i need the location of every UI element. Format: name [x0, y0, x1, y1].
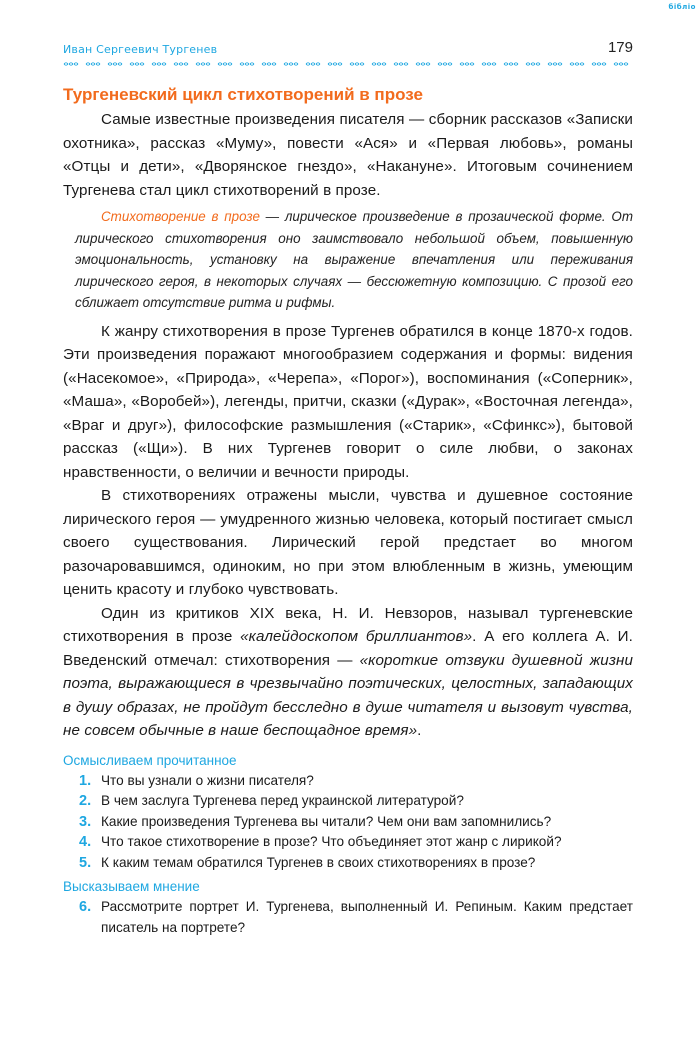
question-item [79, 853, 633, 874]
question-text: Что вы узнали о жизни писателя? [101, 772, 314, 788]
question-item [79, 832, 633, 853]
corner-watermark: бібліо [668, 3, 696, 11]
opinion-heading: Высказываем мнение [63, 879, 200, 894]
comprehension-questions [63, 771, 633, 874]
question-item [79, 897, 633, 938]
question-number: 6. [79, 899, 92, 915]
running-header-author: Иван Сергеевич Тургенев [63, 43, 218, 56]
paragraph-intro: Самые известные произведения писателя — сборник рассказов «Записки охотника», рассказ «Муму», повести «Ася» и «Первая любовь», романы «Отцы и дети», «Дворянское гнездо», «Накануне». Итоговым сочинением Тургенева стал цикл стихотворений в прозе. [63, 111, 633, 199]
wave-ornament-icon [63, 60, 633, 68]
definition-term: Стихотворение в прозе [101, 209, 260, 224]
question-text: Какие произведения Тургенева вы читали? Чем они вам запомнились? [101, 813, 552, 829]
running-header [63, 38, 633, 56]
question-text: Что такое стихотворение в прозе? Что объединяет этот жанр с лирикой? [101, 834, 562, 849]
question-item [79, 812, 633, 833]
comprehension-heading: Осмысливаем прочитанное [63, 752, 237, 768]
opinion-questions [63, 897, 633, 938]
paragraph-lyric-hero: В стихотворениях отражены мысли, чувства и душевное состояние лирического героя — умудренного жизнью человека, который постигает смысл своего существования. Лирический герой предстает во многом разочаровавшимся, одиноким, но при этом влюбленным в жизнь, умеющим ценить красоту и глубоко чувствовать. [63, 487, 633, 598]
question-text: К каким темам обратился Тургенев в своих стихотворениях в прозе? [101, 854, 536, 870]
critics-quote-vvedensky: «короткие отзвуки душевной жизни поэта, выражающиеся в чрезвычайно поэтических, целостных, западающих в душу образах, не пройдут бесследно в душе читателя и вызовут чувства, не совсем обычные в наше беспощадное время» [63, 651, 633, 739]
definition-text: — лирическое произведение в прозаической форме. От лирического стихотворения оно заимствовало небольшой объем, повышенную эмоциональность, установку на выражение впечатления или переживания лирического героя, в некоторых случаях — бессюжетную композицию. С прозой его сближает отсутствие ритма и рифмы. [75, 209, 633, 310]
question-item [79, 791, 633, 812]
paragraph-genre: К жанру стихотворения в прозе Тургенев обратился в конце 1870-х годов. Эти произведения поражают многообразием содержания и формы: видения («Насекомое», «Природа», «Черепа», «Порог»), воспоминания («Соперник», «Маша», «Воробей»), легенды, притчи, сказки («Дурак», «Восточная легенда», «Враг и друг»), философские размышления («Старик», «Сфинкс»), бытовой рассказ («Щи»). В них Тургенев говорит о силе любви, о законах нравственности, о величии и вечности природы. [63, 322, 633, 481]
section-title: Тургеневский цикл стихотворений в прозе [63, 85, 423, 104]
book-page [63, 38, 633, 938]
question-text: Рассмотрите портрет И. Тургенева, выполненный И. Репиным. Каким предстает писатель на портрете? [101, 899, 633, 935]
critics-text-1: Один из критиков XIX века, Н. И. Невзоров, называл тургеневские стихотворения в прозе [63, 604, 633, 645]
question-number: 4. [79, 834, 92, 850]
definition-box [75, 206, 633, 314]
question-number: 2. [79, 793, 92, 809]
critics-text-3: . [417, 722, 422, 739]
critics-text-2: . А его коллега А. И. Введенский отмечал: стихотворения — [63, 628, 633, 669]
paragraph-critics [63, 602, 633, 743]
question-item [79, 771, 633, 792]
critics-quote-nevzorov: «калейдоскопом бриллиантов» [240, 628, 473, 645]
question-number: 5. [79, 854, 92, 871]
question-number: 3. [79, 813, 92, 830]
page-number: 179 [607, 39, 633, 56]
question-text: В чем заслуга Тургенева перед украинской литературой? [101, 793, 464, 808]
question-number: 1. [79, 772, 92, 789]
